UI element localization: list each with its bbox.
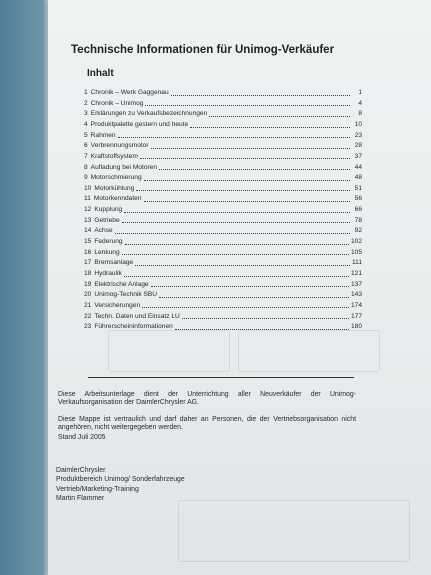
toc-entry-title: Hydraulik	[94, 269, 122, 277]
toc-leader-dots	[124, 212, 350, 213]
toc-entry-title: Versicherungen	[94, 301, 141, 309]
toc-leader-dots	[144, 180, 350, 181]
toc-leader-dots	[142, 307, 349, 308]
toc-entry-page: 48	[354, 174, 362, 182]
show-through-box	[178, 500, 410, 562]
toc-entry-page: 143	[350, 291, 362, 299]
toc-entry-number: 10	[84, 184, 92, 192]
toc-entry-page: 44	[354, 163, 362, 171]
toc-entry-number: 4	[84, 120, 88, 128]
toc-entry-title: Motorkenndaten	[93, 195, 142, 203]
toc-entry-title: Erklärungen zu Verkaufsbezeichnungen	[90, 110, 208, 118]
toc-entry	[84, 86, 362, 97]
show-through-box	[108, 330, 230, 372]
toc-leader-dots	[122, 254, 349, 255]
toc-entry	[84, 235, 362, 246]
toc-entry-number: 15	[84, 238, 92, 246]
toc-entry-page: 1	[358, 89, 362, 97]
toc-entry-title: Produktpalette gestern und heute	[90, 120, 189, 128]
toc-entry-number: 7	[84, 152, 88, 160]
toc-entry-number: 13	[84, 216, 92, 224]
contents-heading: Inhalt	[87, 68, 114, 79]
toc-entry-title: Motorkühlung	[94, 184, 135, 192]
toc-entry-page: 105	[350, 248, 362, 256]
toc-entry-title: Federung	[94, 238, 123, 246]
toc-entry-number: 2	[84, 99, 88, 107]
toc-leader-dots	[122, 222, 350, 223]
toc-entry	[84, 256, 362, 267]
toc-entry-number: 9	[84, 174, 88, 182]
toc-entry-number: 5	[84, 131, 88, 139]
toc-entry-title: Unimog-Technik SBU	[94, 291, 158, 299]
toc-entry-title: Achse	[94, 227, 113, 235]
toc-leader-dots	[175, 329, 349, 330]
separator-line	[88, 377, 354, 378]
toc-entry-title: Chronik – Unimog	[90, 99, 144, 107]
purpose-paragraph: Diese Arbeitsunterlage dient der Unterrichtung aller Neuverkäufer der Unimog-Verkaufsorganisation der DaimlerChrysler AG.	[58, 391, 356, 407]
toc-leader-dots	[171, 95, 350, 96]
sender-division: Produktbereich Unimog/ Sonderfahrzeuge	[56, 476, 185, 484]
toc-entry-number: 23	[84, 323, 92, 331]
toc-entry	[84, 171, 362, 182]
date-line: Stand Juli 2005	[58, 434, 106, 441]
toc-entry-page: 102	[350, 238, 362, 246]
toc-leader-dots	[136, 190, 350, 191]
toc-entry-page: 121	[350, 269, 362, 277]
toc-entry-title: Kupplung	[94, 206, 123, 214]
toc-entry-title: Elektrische Anlage	[94, 280, 149, 288]
toc-entry-number: 1	[84, 89, 88, 97]
toc-entry-page: 177	[350, 312, 362, 320]
show-through-box	[238, 330, 380, 372]
toc-leader-dots	[118, 137, 350, 138]
toc-entry-number: 14	[84, 227, 92, 235]
toc-entry-page: 180	[350, 323, 362, 331]
toc-entry	[84, 267, 362, 278]
toc-entry-page: 174	[350, 301, 362, 309]
toc-entry-page: 37	[354, 152, 362, 160]
toc-entry-title: Getriebe	[94, 216, 120, 224]
toc-leader-dots	[190, 127, 350, 128]
toc-leader-dots	[140, 158, 350, 159]
toc-entry-title: Führerscheininformationen	[94, 323, 173, 331]
sender-department: Vertrieb/Marketing-Training	[56, 485, 139, 493]
toc-leader-dots	[182, 318, 349, 319]
toc-entry	[84, 320, 362, 331]
toc-entry-title: Techn. Daten und Einsatz LU	[94, 312, 180, 320]
toc-entry	[84, 214, 362, 225]
toc-entry	[84, 107, 362, 118]
toc-entry-title: Rahmen	[90, 131, 116, 139]
toc-leader-dots	[135, 265, 350, 266]
toc-entry-number: 16	[84, 248, 92, 256]
toc-entry-number: 19	[84, 280, 92, 288]
toc-entry	[84, 309, 362, 320]
toc-leader-dots	[125, 244, 349, 245]
toc-entry	[84, 118, 362, 129]
toc-entry-page: 10	[354, 120, 362, 128]
toc-entry-title: Aufladung bei Motoren	[90, 163, 158, 171]
toc-entry	[84, 129, 362, 140]
toc-entry	[84, 278, 362, 289]
toc-entry-page: 66	[354, 206, 362, 214]
toc-entry	[84, 150, 362, 161]
sender-name: Martin Flammer	[56, 494, 105, 502]
toc-entry-title: Verbrennungsmotor	[90, 142, 149, 150]
toc-leader-dots	[145, 105, 350, 106]
toc-entry	[84, 192, 362, 203]
toc-leader-dots	[159, 169, 350, 170]
toc-entry-number: 3	[84, 110, 88, 118]
toc-entry-page: 4	[358, 99, 362, 107]
toc-entry-title: Kraftstoffsystem	[90, 152, 138, 160]
toc-entry-title: Lenkung	[94, 248, 120, 256]
toc-entry	[84, 203, 362, 214]
toc-entry-number: 20	[84, 291, 92, 299]
toc-entry-title: Bremsanlage	[94, 259, 134, 267]
toc-leader-dots	[151, 148, 350, 149]
toc-leader-dots	[151, 286, 349, 287]
toc-entry-number: 8	[84, 163, 88, 171]
toc-entry	[84, 182, 362, 193]
toc-entry-page: 8	[358, 110, 362, 118]
toc-entry-number: 17	[84, 259, 92, 267]
toc-entry	[84, 299, 362, 310]
toc-entry-number: 18	[84, 269, 92, 277]
toc-entry	[84, 224, 362, 235]
toc-entry-number: 11	[84, 195, 91, 203]
toc-leader-dots	[124, 276, 349, 277]
sender-block	[56, 466, 185, 503]
toc-entry-number: 12	[84, 206, 92, 214]
document-title: Technische Informationen für Unimog-Verkäufer	[71, 44, 335, 56]
toc-entry-number: 6	[84, 142, 88, 150]
toc-entry-page: 28	[354, 142, 362, 150]
toc-entry-title: Chronik – Werk Gaggenau	[90, 89, 169, 97]
toc-leader-dots	[209, 116, 350, 117]
toc-entry-page: 56	[354, 195, 362, 203]
toc-entry-title: Motorschmierung	[90, 174, 142, 182]
toc-entry-page: 23	[354, 131, 362, 139]
toc-entry-page: 78	[354, 216, 362, 224]
table-of-contents	[84, 86, 362, 331]
toc-leader-dots	[144, 201, 350, 202]
toc-entry-page: 51	[354, 184, 362, 192]
toc-entry	[84, 246, 362, 257]
toc-entry-number: 21	[84, 301, 92, 309]
toc-entry	[84, 97, 362, 108]
toc-entry-number: 22	[84, 312, 92, 320]
toc-entry	[84, 139, 362, 150]
toc-entry	[84, 160, 362, 171]
toc-entry-page: 111	[351, 259, 362, 267]
toc-leader-dots	[115, 233, 350, 234]
sender-company: DaimlerChrysler	[56, 467, 106, 474]
confidentiality-paragraph: Diese Mappe ist vertraulich und darf daher an Personen, die der Vertriebsorganisation nicht angehören, nicht weitergegeben werden.	[58, 416, 356, 432]
toc-leader-dots	[159, 297, 349, 298]
toc-entry-page: 92	[354, 227, 362, 235]
toc-entry	[84, 288, 362, 299]
toc-entry-page: 137	[350, 280, 362, 288]
